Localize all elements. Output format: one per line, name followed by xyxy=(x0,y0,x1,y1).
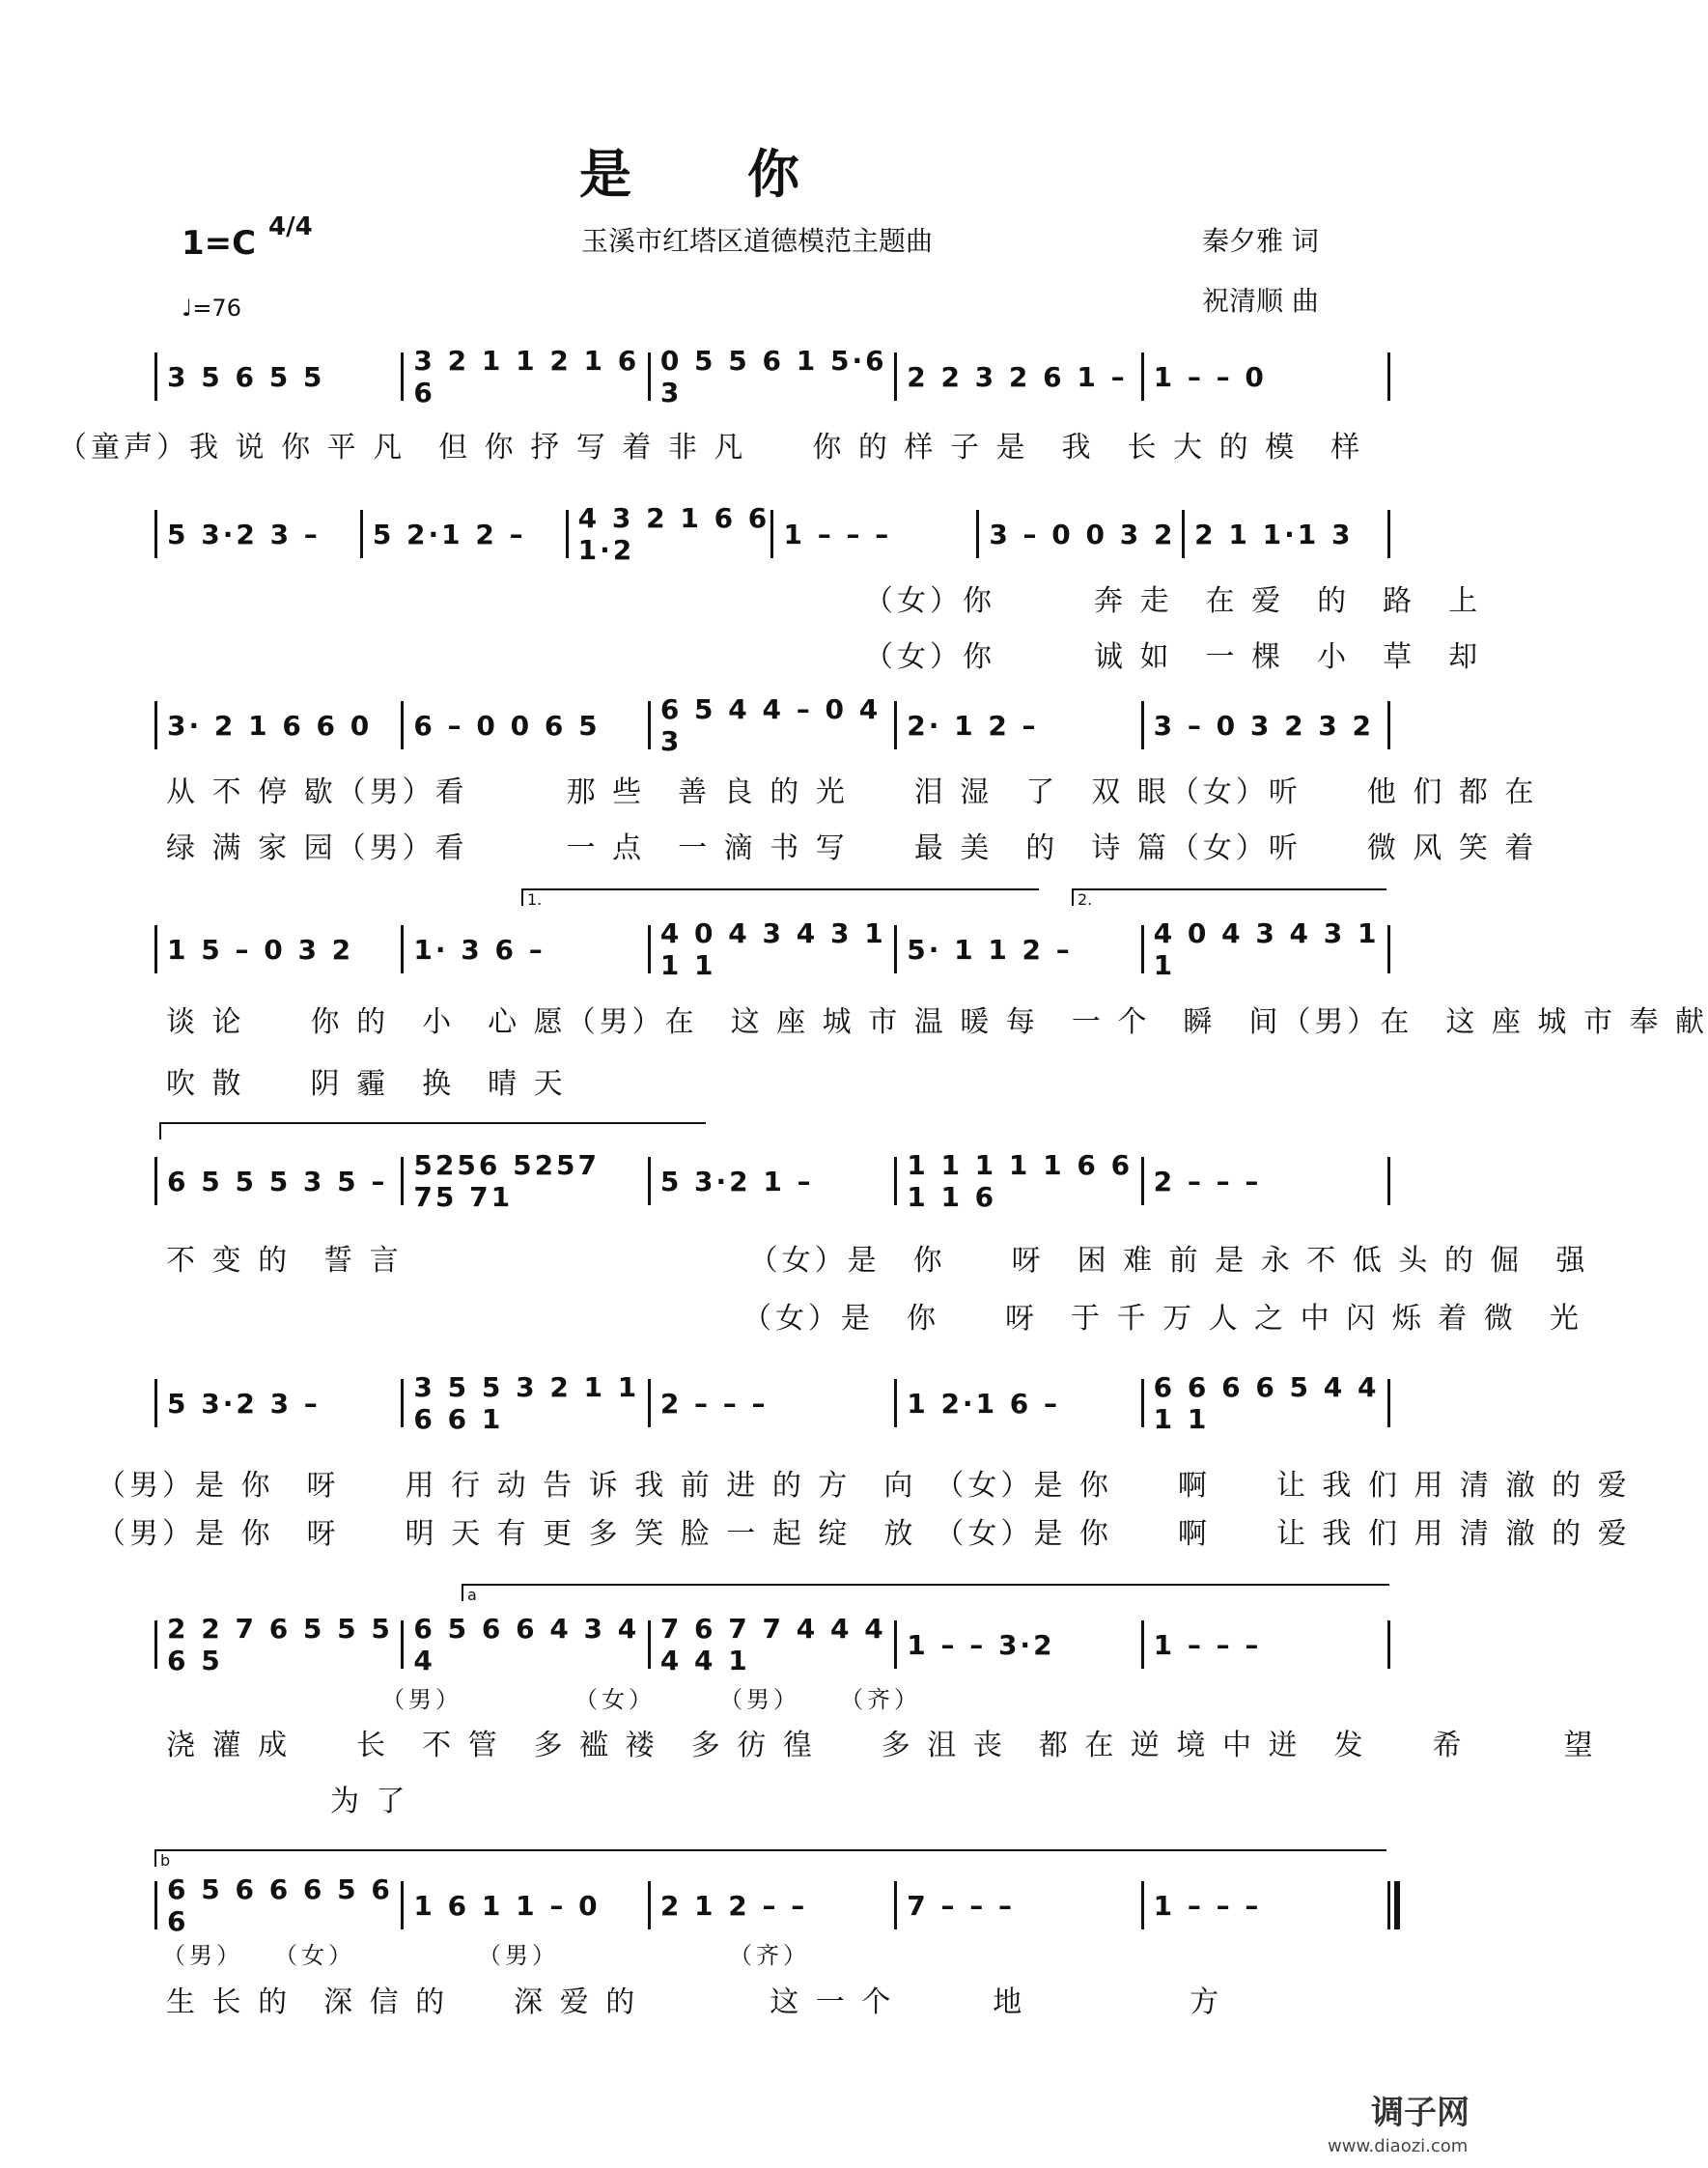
lyric-line: 从 不 停 歇（男）看 那 些 善 良 的 光 泪 湿 了 双 眼（女）听 他 们 都 在 xyxy=(166,775,1538,809)
part-label: （男） （女） xyxy=(162,1942,355,1969)
volta-bracket xyxy=(159,1122,706,1140)
measure: 1 6 1 1 – 0 xyxy=(401,1881,647,1929)
score-system-7 xyxy=(154,1613,1390,1676)
volta-first-ending: 1. xyxy=(521,888,1039,906)
measure: 2 – – – xyxy=(1141,1157,1390,1205)
measure: 3· 2 1 6 6 0 xyxy=(154,701,401,749)
measure: 1 – – 3·2 xyxy=(894,1620,1140,1669)
measure: 4 3 2 1 6 6 1·2 xyxy=(566,510,771,558)
measure: 4 0 4 3 4 3 1 1 1 xyxy=(648,925,894,973)
measure: 5· 1 1 2 – xyxy=(894,925,1140,973)
measure: 2 – – – xyxy=(648,1379,894,1427)
measure: 6 5 6 6 4 3 4 4 xyxy=(401,1620,647,1669)
score-system-2 xyxy=(154,502,1390,566)
measure: 5 3·2 1 – xyxy=(648,1157,894,1205)
lyric-line: （童声）我 说 你 平 凡 但 你 抒 写 着 非 凡 你 的 样 子 是 我 长 大 的 模 样 xyxy=(58,431,1364,465)
lyric-line: （女）是 你 呀 于 千 万 人 之 中 闪 烁 着 微 光 xyxy=(166,1302,1582,1336)
measure: 6 5 4 4 – 0 4 3 xyxy=(648,701,894,749)
lyric-line: （女）你 诚 如 一 棵 小 草 却 xyxy=(864,640,1482,674)
part-label: （男） xyxy=(719,1686,800,1713)
measure: 1· 3 6 – xyxy=(401,925,647,973)
measure: 6 – 0 0 6 5 xyxy=(401,701,647,749)
part-label: （齐） xyxy=(729,1942,810,1969)
subtitle: 玉溪市红塔区道德模范主题曲 xyxy=(581,225,934,257)
measure: 3 5 6 5 5 xyxy=(154,352,401,401)
measure: 6 6 6 6 5 4 4 1 1 xyxy=(1141,1379,1390,1427)
measure: 3 – 0 3 2 3 2 xyxy=(1141,701,1390,749)
measure: 2· 1 2 – xyxy=(894,701,1140,749)
lyric-line: 不 变 的 誓 言 （女）是 你 呀 困 难 前 是 永 不 低 头 的 倔 强 xyxy=(166,1244,1589,1278)
time-signature xyxy=(268,214,313,239)
song-title: 是 你 xyxy=(579,144,803,205)
lyric-line: 为 了 xyxy=(166,1785,409,1818)
measure: 2 1 2 – – xyxy=(648,1881,894,1929)
measure: 5 3·2 3 – xyxy=(154,510,360,558)
part-label: （齐） xyxy=(840,1686,921,1713)
measure: 5 3·2 3 – xyxy=(154,1379,401,1427)
part-label: （女） xyxy=(574,1686,656,1713)
measure: 0 5 5 6 1 5·6 3 xyxy=(648,352,894,401)
measure: 6 5 5 5 3 5 – xyxy=(154,1157,401,1205)
lyric-line: （男）是 你 呀 明 天 有 更 多 笑 脸 一 起 绽 放 （女）是 你 啊 让 我 们 用 清 澈 的 爱 xyxy=(97,1517,1631,1551)
measure: 7 6 7 7 4 4 4 4 4 1 xyxy=(648,1620,894,1669)
measure: 6 5 6 6 6 5 6 6 xyxy=(154,1881,401,1929)
time-signature-value: 4/4 xyxy=(268,212,313,241)
watermark-logo: 调子网 xyxy=(1371,2094,1470,2132)
score-system-1 xyxy=(154,345,1390,408)
score-system-6 xyxy=(154,1371,1390,1435)
lyric-line: 生 长 的 深 信 的 深 爱 的 这 一 个 地 方 xyxy=(166,1985,1223,2019)
lyric-line: 浇 灌 成 长 不 管 多 褴 褛 多 彷 徨 多 沮 丧 都 在 逆 境 中 迸 发 希 望 xyxy=(166,1729,1597,1762)
volta-second-ending: 2. xyxy=(1072,888,1386,906)
key-signature: 1=C xyxy=(182,224,257,263)
lyric-line: （男）是 你 呀 用 行 动 告 诉 我 前 进 的 方 向 （女）是 你 啊 让 我 们 用 清 澈 的 爱 xyxy=(97,1469,1631,1503)
score-system-4 xyxy=(154,917,1390,981)
measure: 5 2·1 2 – xyxy=(360,510,566,558)
tempo-marking: ♩=76 xyxy=(182,295,241,322)
measure: 7 – – – xyxy=(894,1881,1140,1929)
lyric-line: （女）你 奔 走 在 爱 的 路 上 xyxy=(864,584,1482,618)
lyric-line: 谈 论 你 的 小 心 愿（男）在 这 座 城 市 温 暖 每 一 个 瞬 间（男）在 这 座 城 市 奉 献 xyxy=(166,1005,1708,1039)
measure: 1 2·1 6 – xyxy=(894,1379,1140,1427)
measure: 1 – – 0 xyxy=(1141,352,1390,401)
measure: 3 5 5 3 2 1 1 6 6 1 xyxy=(401,1379,647,1427)
measure: 1 – – – xyxy=(770,510,976,558)
measure: 2 2 7 6 5 5 5 6 5 xyxy=(154,1620,401,1669)
measure: 1 – – – xyxy=(1141,1881,1390,1929)
measure: 3 – 0 0 3 2 xyxy=(976,510,1182,558)
measure: 1 – – – xyxy=(1141,1620,1390,1669)
measure: 4 0 4 3 4 3 1 1 xyxy=(1141,925,1390,973)
lyric-line: 吹 散 阴 霾 换 晴 天 xyxy=(166,1067,567,1101)
score-system-3 xyxy=(154,693,1390,757)
measure: 3 2 1 1 2 1 6 6 xyxy=(401,352,647,401)
part-label: （男） xyxy=(478,1942,559,1969)
measure: 1 5 – 0 3 2 xyxy=(154,925,401,973)
lyricist: 秦夕雅 词 xyxy=(1202,225,1319,257)
measure: 2 1 1·1 3 xyxy=(1182,510,1390,558)
watermark-url: www.diaozi.com xyxy=(1328,2136,1469,2156)
composer: 祝清顺 曲 xyxy=(1202,285,1319,317)
volta-a: a xyxy=(462,1584,1389,1601)
lyric-line: 绿 满 家 园（男）看 一 点 一 滴 书 写 最 美 的 诗 篇（女）听 微 风 笑 着 xyxy=(166,831,1538,865)
part-label: （男） xyxy=(381,1686,462,1713)
measure: 5256 5257 75 71 xyxy=(401,1157,647,1205)
score-system-5 xyxy=(154,1149,1390,1213)
score-system-8 xyxy=(154,1873,1390,1937)
measure: 1 1 1 1 1 6 6 1 1 6 xyxy=(894,1157,1140,1205)
final-barline xyxy=(1394,1881,1400,1929)
volta-b: b xyxy=(154,1849,1386,1867)
measure: 2 2 3 2 6 1 – xyxy=(894,352,1140,401)
